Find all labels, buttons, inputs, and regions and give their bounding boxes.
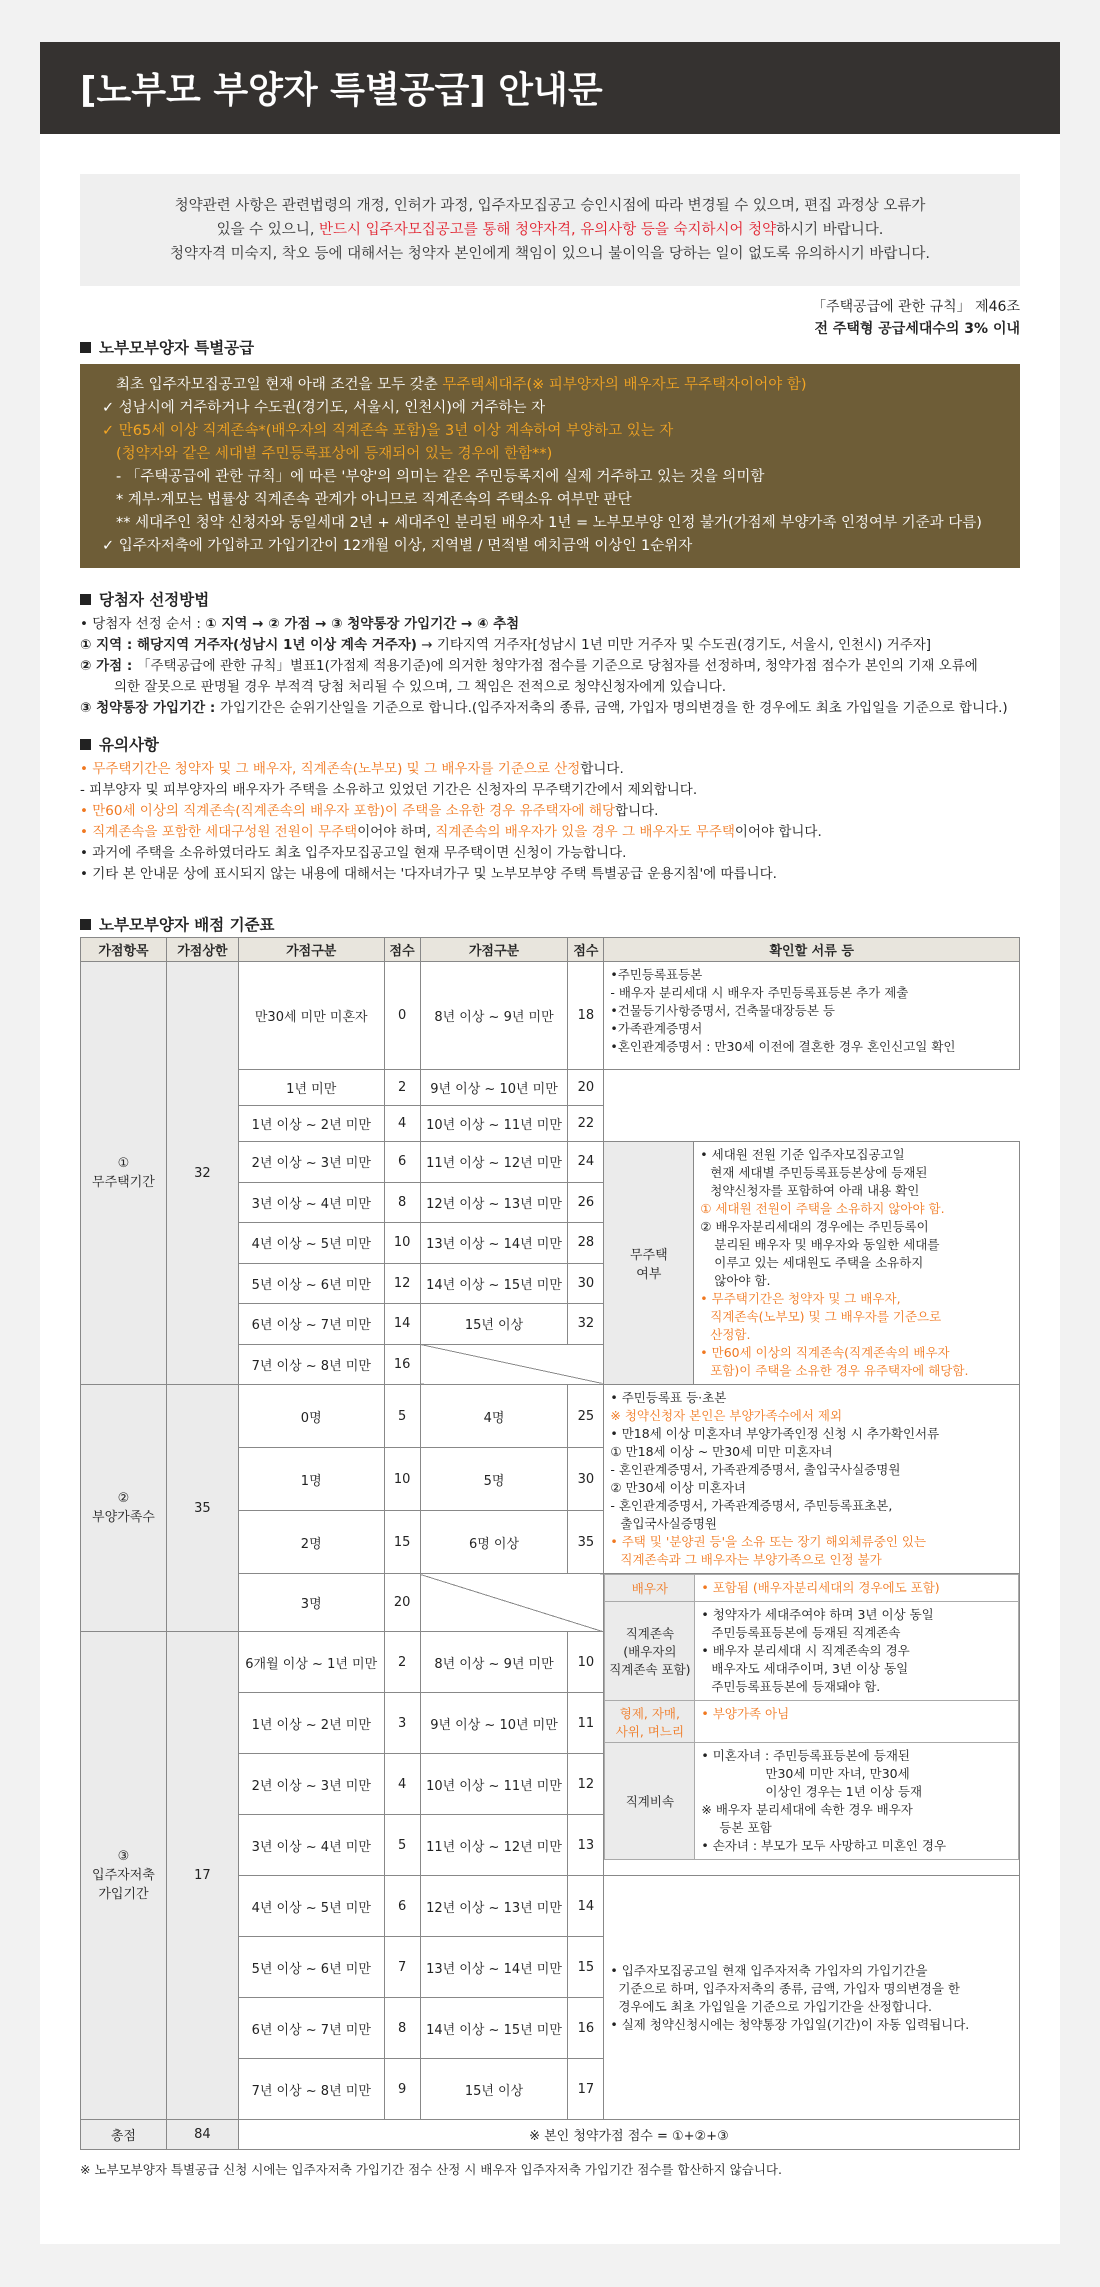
eligibility-box: 최초 입주자모집공고일 현재 아래 조건을 모두 갖춘 무주택세대주(※ 피부양자의 배우자도 무주택자이어야 함) ✓ 성남시에 거주하거나 수도권(경기도, 서울시, 인천시)에 거주하는 자 ✓ 만65세 이상 직계존속*(배우자의 직계존속 포함)을 3년 이상 계속하여 부양하고 있는 자 (청약자와 같은 세대별 주민등록표상에 등재되어 있는 경우에 한함**) - 「주택공급에 관한 규칙」에 따른 '부양'의 의미는 같은 주민등록지에 실제 거주하고 있는 것을 의미함 * 계부·계모는 법률상 직계존속 관계가 아니므로 직계존속의 주택소유 여부만 판단 ** 세대주인 청약 신청자와 동일세대 2년 + 세대주인 분리된 배우자 1년 = 노부모부양 인정 불가(가점제 부양가족 인정여부 기준과 다름) ✓ 입주자저축에 가입하고 가입기간이 12개월 이상, 지역별 / 면적별 예치금액 이상인 1순위자 (80, 364, 1020, 568)
table-row: ③ 입주자저축 가입기간 17 6개월 이상 ~ 1년 미만 2 8년 이상 ~ 9년 미만 10 (81, 1632, 1020, 1693)
table-row: ② 부양가족수 35 0명 5 4명 25 • 주민등록표 등·초본 ※ 청약신청자 본인은 부양가족수에서 제외 • 만18세 이상 미혼자녀 부양가족인정 신청 시 추가확인서류 ① 만18세 이상 ~ 만30세 미만 미혼자녀 - 혼인관계증명서, 가족관계증명서, 출입국사실증명원 ② 만30세 이상 미혼자녀 - 혼인관계증명서, 가족관계증명서, 주민등록표초본, 출입국사실증명원 • 주택 및 '분양권 등'을 소유 또는 장기 해외체류중인 있는 직계존속과 그 배우자는 부양가족으로 인정 불가 (81, 1385, 1020, 1448)
muju-label: 무주택 여부 (604, 1142, 694, 1385)
footnote: ※ 노부모부양자 특별공급 신청 시에는 입주자저축 가입기간 점수 산정 시 배우자 입주자저축 가입기간 점수를 합산하지 않습니다. (80, 2162, 782, 2177)
disclaimer-box (80, 174, 1020, 286)
table-row: 5년 이상 ~ 6년 미만 12 14년 이상 ~ 15년 미만 30 (81, 1263, 1020, 1304)
empty-diagonal-cell (420, 1344, 604, 1385)
category-cell: ① 무주택기간 (81, 962, 167, 1385)
table-row: 6년 이상 ~ 7년 미만 14 15년 이상 32 (81, 1304, 1020, 1345)
cautions: • 무주택기간은 청약자 및 그 배우자, 직계존속(노부모) 및 그 배우자를 기준으로 산정합니다. - 피부양자 및 피부양자의 배우자가 주택을 소유하고 있었던 기간은 신청자의 무주택기간에서 제외합니다. • 만60세 이상의 직계존속(직계존속의 배우자 포함)이 주택을 소유한 경우 유주택자에 해당합니다. • 직계존속을 포함한 세대구성원 전원이 무주택이어야 하며, 직계존속의 배우자가 있을 경우 그 배우자도 무주택이어야 합니다. • 과거에 주택을 소유하였더라도 최초 입주자모집공고일 현재 무주택이면 신청이 가능합니다. • 기타 본 안내문 상에 표시되지 않는 내용에 대해서는 '다자녀가구 및 노부모부양 주택 특별공급 운용지침'에 따릅니다. (80, 761, 822, 882)
docs-cell: •주민등록표등본 - 배우자 분리세대 시 배우자 주민등록표등본 추가 제출 •건물등기사항증명서, 건축물대장등본 등 •가족관계증명서 •혼인관계증명서 : 만30세 이전에 결혼한 경우 혼인신고일 확인 (604, 962, 1020, 1070)
table-row: 7년 이상 ~ 8년 미만 9 15년 이상 17 (81, 2059, 1020, 2120)
section-title: 당첨자 선정방법 (80, 588, 1020, 610)
table-header: 가점구분 (420, 938, 568, 962)
table-row: 6년 이상 ~ 7년 미만 8 14년 이상 ~ 15년 미만 16 (81, 1998, 1020, 2059)
empty-diagonal-cell (420, 1574, 604, 1632)
page-title: [노부모 부양자 특별공급] 안내문 (40, 42, 1060, 134)
category-cell: ③ 입주자저축 가입기간 (81, 1632, 167, 2120)
family-subtable-cell: 배우자 • 포함됨 (배우자분리세대의 경우에도 포함) 직계존속 (배우자의 직계존속 포함) • 청약자가 세대주여야 하며 3년 이상 동일 주민등록표등본에 등재된 직계존속 • 배우자 분리세대 시 직계존속의 경우 배우자도 세대주이며, 3년 이상 동일 주민등록표등본에 등재돼야 함. 형제, 자매, 사위, 며느리 • 부양가족 아님 직계비속 • 미혼자녀 : 주민등록표등본에 등재된 만30세 미만 자녀, 만30세 이상인 경우는 1년 이상 등재 ※ 배우자 분리세대에 속한 경우 배우자 등본 포함 • 손자녀 : 부모가 모두 사망하고 미혼인 경우 (604, 1574, 1020, 1876)
square-bullet-icon (80, 594, 91, 605)
table-row: 2명 15 6명 이상 35 (81, 1511, 1020, 1574)
category-cell: ② 부양가족수 (81, 1385, 167, 1632)
score-table (80, 937, 1020, 2150)
table-row: ① 무주택기간 32 만30세 미만 미혼자 0 8년 이상 ~ 9년 미만 18 •주민등록표등본 - 배우자 분리세대 시 배우자 주민등록표등본 추가 제출 •건물등기사항증명서, 건축물대장등본 등 •가족관계증명서 •혼인관계증명서 : 만30세 이전에 결혼한 경우 혼인신고일 확인 (81, 962, 1020, 1070)
dependents-docs: • 주민등록표 등·초본 ※ 청약신청자 본인은 부양가족수에서 제외 • 만18세 이상 미혼자녀 부양가족인정 신청 시 추가확인서류 ① 만18세 이상 ~ 만30세 미만 미혼자녀 - 혼인관계증명서, 가족관계증명서, 출입국사실증명원 ② 만30세 이상 미혼자녀 - 혼인관계증명서, 가족관계증명서, 주민등록표초본, 출입국사실증명원 • 주택 및 '분양권 등'을 소유 또는 장기 해외체류중인 있는 직계존속과 그 배우자는 부양가족으로 인정 불가 (604, 1385, 1020, 1574)
table-row: 2년 이상 ~ 3년 미만 4 10년 이상 ~ 11년 미만 12 (81, 1754, 1020, 1815)
disclaimer-line: 청약자격 미숙지, 착오 등에 대해서는 청약자 본인에게 책임이 있으니 불이익을 당하는 일이 없도록 유의하시기 바랍니다. (169, 246, 931, 262)
square-bullet-icon (80, 919, 91, 930)
notice-page (40, 42, 1060, 2244)
table-row: 1년 미만 2 9년 이상 ~ 10년 미만 20 (81, 1070, 1020, 1106)
square-bullet-icon (80, 342, 91, 353)
table-header: 가점항목 (81, 938, 167, 962)
section-title: 노부모부양자 특별공급 (80, 336, 1020, 358)
table-row: 7년 이상 ~ 8년 미만 16 (81, 1344, 1020, 1385)
table-header: 점수 (568, 938, 604, 962)
table-row: 3년 이상 ~ 4년 미만 8 12년 이상 ~ 13년 미만 26 (81, 1182, 1020, 1223)
table-row: 1명 10 5명 30 (81, 1448, 1020, 1511)
section-title: 노부모부양자 배점 기준표 (80, 913, 1020, 935)
table-row: 2년 이상 ~ 3년 미만 6 11년 이상 ~ 12년 미만 24 무주택 여부 • 세대원 전원 기준 입주자모집공고일 현재 세대별 주민등록표등본상에 등재된 청약신청자를 포함하여 아래 내용 확인 ① 세대원 전원이 주택을 소유하지 않아야 함. ② 배우자분리세대의 경우에는 주민등록이 분리된 배우자 및 배우자와 동일한 세대를 이루고 있는 세대원도 주택을 소유하지 않아야 함. • 무주택기간은 청약자 및 그 배우자, 직계존속(노부모) 및 그 배우자를 기준으로 산정함. • 만60세 이상의 직계존속(직계존속의 배우자 포함)이 주택을 소유한 경우 유주택자에 해당함. (81, 1142, 1020, 1183)
selection-method: • 당첨자 선정 순서 : ① 지역 → ② 가점 → ③ 청약통장 가입기간 → ④ 추첨 ① 지역 : 해당지역 거주자(성남시 1년 이상 계속 거주자) → 기타지역 거주자[성남시 1년 미만 거주자 및 수도권(경기도, 서울시, 인천시) 거주자] ② 가점 : 「주택공급에 관한 규칙」별표1(가점제 적용기준)에 의거한 청약가점 점수를 기준으로 당첨자를 선정하며, 청약가점 점수가 본인의 기재 오류에 의한 잘못으로 판명될 경우 부적격 당첨 처리될 수 있으며, 그 책임은 전적으로 청약신청자에게 있습니다. ③ 청약통장 가입기간 : 가입기간은 순위기산일을 기준으로 합니다.(입주자저축의 종류, 금액, 가입자 명의변경을 한 경우에도 최초 가입일을 기준으로 합니다.) (80, 616, 1008, 716)
disclaimer-line: 청약관련 사항은 관련법령의 개정, 인허가 과정, 입주자모집공고 승인시점에 따라 변경될 수 있으며, 편집 과정상 오류가 (174, 198, 926, 214)
table-header: 가점구분 (238, 938, 384, 962)
table-row: 5년 이상 ~ 6년 미만 7 13년 이상 ~ 14년 미만 15 (81, 1937, 1020, 1998)
max-cell: 17 (166, 1632, 238, 2120)
table-row: 3명 20 배우자 • 포함됨 (배우자분리세대의 경우에도 포함) 직계존속 (배우자의 직계존속 포함) • 청약자가 세대주여야 하며 3년 이상 동일 주민등록표등본에 등재된 직계존속 • 배우자 분리세대 시 직계존속의 경우 배우자도 세대주이며, 3년 이상 동일 주민등록표등본에 등재돼야 함. 형제, 자매, 사위, 며느리 • 부양가족 아님 직계비속 • 미혼자녀 : 주민등록표등본에 등재된 만30세 미만 자녀, 만30세 이상인 경우는 1년 이상 등재 ※ 배우자 분리세대에 속한 경우 배우자 등본 포함 • 손자녀 : 부모가 모두 사망하고 미혼인 경우 (81, 1574, 1020, 1632)
table-row: 3년 이상 ~ 4년 미만 5 11년 이상 ~ 12년 미만 13 (81, 1815, 1020, 1876)
max-cell: 35 (166, 1385, 238, 1632)
muju-docs: • 세대원 전원 기준 입주자모집공고일 현재 세대별 주민등록표등본상에 등재된 청약신청자를 포함하여 아래 내용 확인 ① 세대원 전원이 주택을 소유하지 않아야 함. ② 배우자분리세대의 경우에는 주민등록이 분리된 배우자 및 배우자와 동일한 세대를 이루고 있는 세대원도 주택을 소유하지 않아야 함. • 무주택기간은 청약자 및 그 배우자, 직계존속(노부모) 및 그 배우자를 기준으로 산정함. • 만60세 이상의 직계존속(직계존속의 배우자 포함)이 주택을 소유한 경우 유주택자에 해당함. (694, 1142, 1020, 1385)
table-row: 1년 이상 ~ 2년 미만 4 10년 이상 ~ 11년 미만 22 (81, 1106, 1020, 1142)
table-header: 가점상한 (166, 938, 238, 962)
table-row: 4년 이상 ~ 5년 미만 6 12년 이상 ~ 13년 미만 14 • 입주자모집공고일 현재 입주자저축 가입자의 가입기간을 기준으로 하며, 입주자저축의 종류, 금액, 가입자 명의변경을 한 경우에도 최초 가입일을 기준으로 가입기간을 산정합니다. • 실제 청약신청시에는 청약통장 가입일(기간)이 자동 입력됩니다. (81, 1876, 1020, 1937)
section-title: 유의사항 (80, 733, 1020, 755)
max-cell: 32 (166, 962, 238, 1385)
savings-docs: • 입주자모집공고일 현재 입주자저축 가입자의 가입기간을 기준으로 하며, 입주자저축의 종류, 금액, 가입자 명의변경을 한 경우에도 최초 가입일을 기준으로 가입기간을 산정합니다. • 실제 청약신청시에는 청약통장 가입일(기간)이 자동 입력됩니다. (604, 1876, 1020, 2120)
rule-reference: 「주택공급에 관한 규칙」 제46조 전 주택형 공급세대수의 3% 이내 (812, 299, 1020, 337)
table-header: 점수 (384, 938, 420, 962)
table-header: 확인할 서류 등 (604, 938, 1020, 962)
table-row: 4년 이상 ~ 5년 미만 10 13년 이상 ~ 14년 미만 28 (81, 1223, 1020, 1264)
total-row: 총점 84 ※ 본인 청약가점 점수 = ①+②+③ (81, 2120, 1020, 2150)
square-bullet-icon (80, 739, 91, 750)
disclaimer-line: 있을 수 있으니, 반드시 입주자모집공고를 통해 청약자격, 유의사항 등을 숙지하시어 청약하시기 바랍니다. (216, 222, 884, 238)
table-row: 1년 이상 ~ 2년 미만 3 9년 이상 ~ 10년 미만 11 (81, 1693, 1020, 1754)
